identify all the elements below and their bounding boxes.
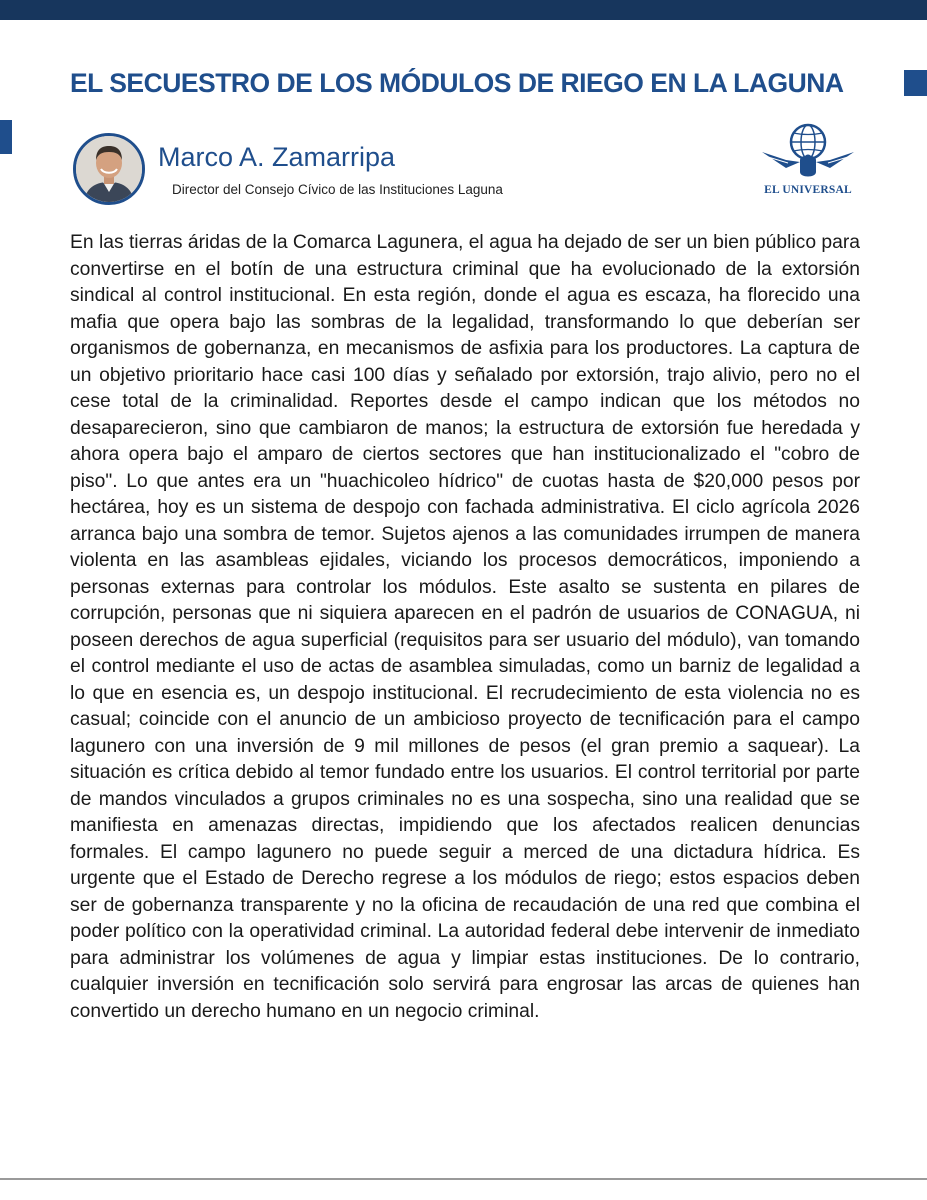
- author-name: Marco A. Zamarripa: [158, 142, 396, 172]
- eagle-globe-icon: [760, 120, 856, 184]
- author-avatar: [73, 133, 145, 205]
- article-body: En las tierras áridas de la Comarca Lagunera, el agua ha dejado de ser un bien público para convertirse en el botín de una estructura criminal que ha evolucionado de la extorsión sindical al control institucional. En esta región, donde el agua es escaza, ha florecido una mafia que opera bajo las sombras de la legalidad, transformando lo que deberían ser organismos de gobernanza, en mecanismos de asfixia para los productores. La captura de un objetivo prioritario hace casi 100 días y señalado por extorsión, trajo alivio, pero no el cese total de la criminalidad. Reportes desde el campo indican que los métodos no desaparecieron, sino que cambiaron de manos; la estructura de extorsión fue heredada y ahora opera bajo el amparo de ciertos sectores que han institucionalizado el "cobro de piso". Lo que antes era un "huachicoleo hídrico" de cuotas hasta de $20,000 pesos por hectárea, hoy es un sistema de despojo con fachada administrativa. El ciclo agrícola 2026 arranca bajo una sombra de temor. Sujetos ajenos a las comunidades irrumpen de manera violenta en las asambleas ejidales, viciando los procesos democráticos, imponiendo a personas externas para controlar los módulos. Este asalto se sustenta en pilares de corrupción, personas que ni siquiera aparecen en el padrón de usuarios de CONAGUA, ni poseen derechos de agua superficial (requisitos para ser usuario del módulo), van tomando el control mediante el uso de actas de asamblea simuladas, como un barniz de legalidad a lo que en esencia es, un despojo institucional. El recrudecimiento de esta violencia no es casual; coincide con el anuncio de un ambicioso proyecto de tecnificación para el campo lagunero con una inversión de 9 mil millones de pesos (el gran premio a saquear). La situación es crítica debido al temor fundado entre los usuarios. El control territorial por parte de mandos vinculados a grupos criminales no es una sospecha, sino una realidad que se manifiesta en amenazas directas, impidiendo que los afectados realicen denuncias formales. El campo lagunero no puede seguir a merced de una dictadura hídrica. Es urgente que el Estado de Derecho regrese a los módulos de riego; estos espacios deben ser de gobernanza transparente y no la oficina de recaudación de una red que combina el poder político con la operatividad criminal. La autoridad federal debe intervenir de inmediato para administrar los volúmenes de agua y limpiar estas instituciones. De lo contrario, cualquier inversión en tecnificación solo servirá para engrosar las arcas de quienes han convertido un derecho humano en un negocio criminal.: [70, 232, 860, 1022]
- author-portrait-image: [76, 136, 142, 202]
- byline-accent-marker: [0, 120, 12, 154]
- author-role: Director del Consejo Cívico de las Instituciones Laguna: [172, 182, 503, 197]
- top-banner-bar: [0, 0, 927, 20]
- el-universal-logo: [760, 120, 856, 202]
- headline-accent-marker: [904, 70, 927, 96]
- article-headline: EL SECUESTRO DE LOS MÓDULOS DE RIEGO EN LA LAGUNA: [70, 68, 844, 98]
- bottom-rule: [0, 1178, 927, 1180]
- publication-logo-text: EL UNIVERSAL: [764, 184, 852, 196]
